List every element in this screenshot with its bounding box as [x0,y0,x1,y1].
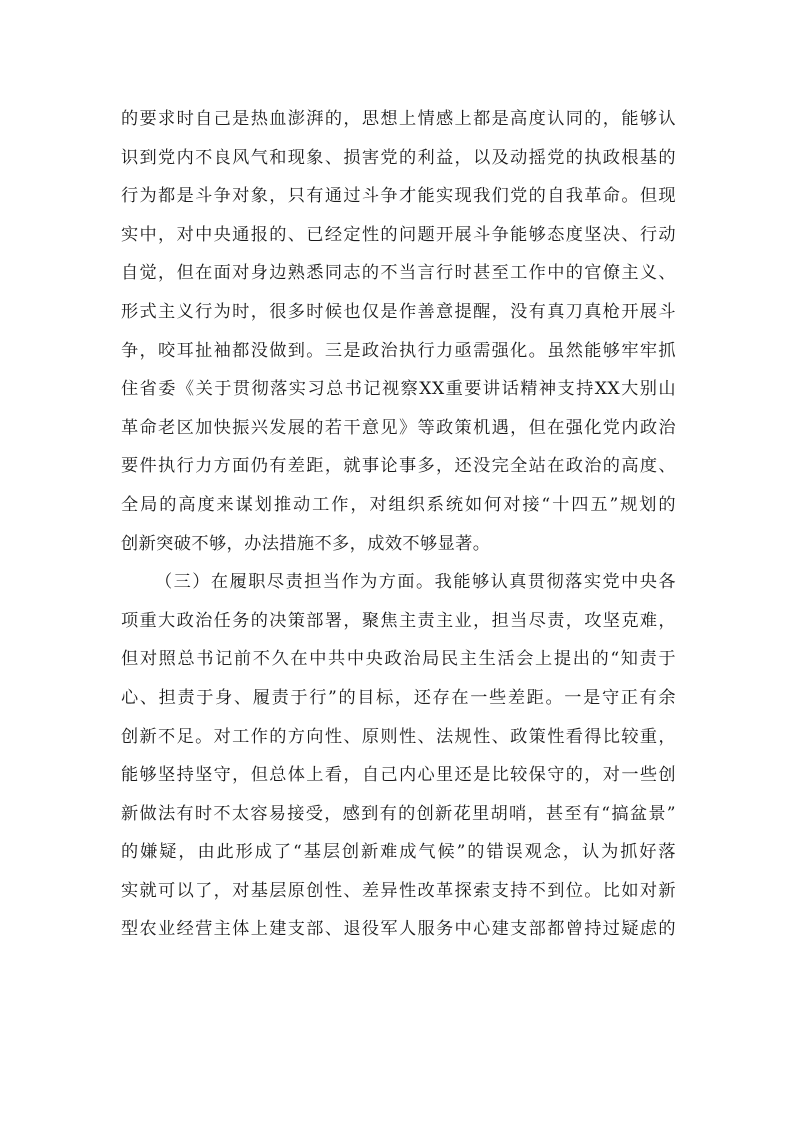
text-line: 争，咬耳扯袖都没做到。三是政治执行力亟需强化。虽然能够牢牢抓 [121,340,676,361]
section-heading-line: （三）在履职尽责担当作为方面。我能够认真贯彻落实党中央各 [155,572,676,593]
text-line: 的要求时自己是热血澎湃的，思想上情感上都是高度认同的，能够认 [121,109,676,129]
text-line: 行为都是斗争对象，只有通过斗争才能实现我们党的自我革命。但现 [121,186,676,207]
paragraph-end-line: 创新突破不够，办法措施不多，成效不够显著。 [121,533,491,554]
text-line: 识到党内不良风气和现象、损害党的利益，以及动摇党的执政根基的 [121,147,676,168]
text-line: 全局的高度来谋划推动工作，对组织系统如何对接“十四五”规划的 [121,494,676,515]
text-line: 自觉，但在面对身边熟悉同志的不当言行时甚至工作中的官僚主义、 [121,263,676,284]
text-line: 型农业经营主体上建支部、退役军人服务中心建支部都曾持过疑虑的 [121,919,676,940]
text-line: 住省委《关于贯彻落实习总书记视察XX重要讲话精神支持XX大别山 [121,379,676,400]
text-line: 形式主义行为时，很多时候也仅是作善意提醒，没有真刀真枪开展斗 [121,301,676,322]
text-line: 能够坚持坚守，但总体上看，自己内心里还是比较保守的，对一些创 [121,765,676,786]
text-line: 心、担责于身、履责于行”的目标，还存在一些差距。一是守正有余 [121,687,676,708]
text-line: 实就可以了，对基层原创性、差异性改革探索支持不到位。比如对新 [121,880,676,901]
text-line: 实中，对中央通报的、已经定性的问题开展斗争能够态度坚决、行动 [121,224,676,245]
text-line: 但对照总书记前不久在中共中央政治局民主生活会上提出的“知责于 [121,649,676,670]
text-line: 新做法有时不太容易接受，感到有的创新花里胡哨，甚至有“搞盆景” [121,803,676,824]
body-text [121,100,676,949]
text-line: 革命老区加快振兴发展的若干意见》等政策机遇，但在强化党内政治 [121,417,676,438]
text-line: 创新不足。对工作的方向性、原则性、法规性、政策性看得比较重， [121,726,676,747]
text-line: 的嫌疑，由此形成了“基层创新难成气候”的错误观念，认为抓好落 [121,842,676,863]
text-line: 项重大政治任务的决策部署，聚焦主责主业，担当尽责，攻坚克难， [121,610,676,631]
text-line: 要件执行力方面仍有差距，就事论事多，还没完全站在政治的高度、 [121,456,676,477]
